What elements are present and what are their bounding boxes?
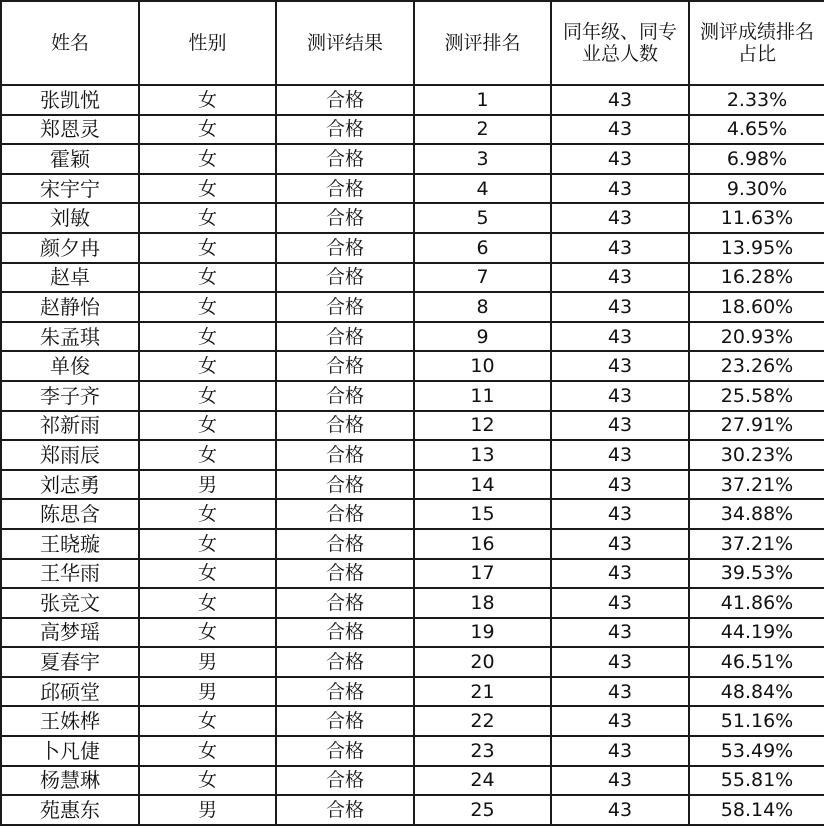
cell-rank: 13: [414, 440, 551, 470]
cell-result: 合格: [276, 766, 414, 796]
cell-name: 颜夕冉: [1, 233, 139, 263]
table-row: [1, 766, 824, 796]
cell-ratio: 51.16%: [689, 706, 824, 736]
cell-ratio: 30.23%: [689, 440, 824, 470]
cell-gender: 男: [139, 470, 276, 500]
cell-total: 43: [551, 174, 689, 204]
table-row: [1, 499, 824, 529]
cell-result: 合格: [276, 174, 414, 204]
cell-name: 杨慧琳: [1, 766, 139, 796]
cell-rank: 6: [414, 233, 551, 263]
cell-name: 宋宇宁: [1, 174, 139, 204]
cell-result: 合格: [276, 647, 414, 677]
cell-result: 合格: [276, 559, 414, 589]
cell-total: 43: [551, 292, 689, 322]
cell-name: 邱硕堂: [1, 677, 139, 707]
cell-result: 合格: [276, 736, 414, 766]
cell-name: 霍颖: [1, 144, 139, 174]
cell-total: 43: [551, 144, 689, 174]
table-row: [1, 351, 824, 381]
cell-rank: 18: [414, 588, 551, 618]
cell-ratio: 46.51%: [689, 647, 824, 677]
cell-result: 合格: [276, 115, 414, 145]
cell-rank: 15: [414, 499, 551, 529]
cell-rank: 14: [414, 470, 551, 500]
table-row: [1, 736, 824, 766]
table-body: [1, 85, 824, 825]
cell-result: 合格: [276, 618, 414, 648]
table-row: [1, 381, 824, 411]
cell-gender: 女: [139, 263, 276, 293]
cell-total: 43: [551, 440, 689, 470]
cell-ratio: 16.28%: [689, 263, 824, 293]
cell-total: 43: [551, 381, 689, 411]
cell-total: 43: [551, 233, 689, 263]
cell-ratio: 20.93%: [689, 322, 824, 352]
cell-result: 合格: [276, 85, 414, 115]
cell-rank: 19: [414, 618, 551, 648]
cell-rank: 10: [414, 351, 551, 381]
cell-gender: 女: [139, 115, 276, 145]
cell-name: 陈思含: [1, 499, 139, 529]
table-row: [1, 795, 824, 825]
cell-name: 夏春宇: [1, 647, 139, 677]
cell-total: 43: [551, 677, 689, 707]
cell-name: 李子齐: [1, 381, 139, 411]
cell-ratio: 13.95%: [689, 233, 824, 263]
cell-total: 43: [551, 766, 689, 796]
table-row: [1, 85, 824, 115]
cell-result: 合格: [276, 795, 414, 825]
table-row: [1, 529, 824, 559]
cell-gender: 女: [139, 440, 276, 470]
cell-gender: 女: [139, 322, 276, 352]
cell-name: 卜凡倢: [1, 736, 139, 766]
cell-result: 合格: [276, 351, 414, 381]
cell-ratio: 48.84%: [689, 677, 824, 707]
table-row: [1, 470, 824, 500]
header-result: 测评结果: [276, 1, 414, 85]
cell-name: 张凯悦: [1, 85, 139, 115]
cell-rank: 2: [414, 115, 551, 145]
cell-rank: 20: [414, 647, 551, 677]
cell-total: 43: [551, 706, 689, 736]
header-rank: 测评排名: [414, 1, 551, 85]
table-row: [1, 233, 824, 263]
cell-ratio: 6.98%: [689, 144, 824, 174]
cell-total: 43: [551, 470, 689, 500]
cell-total: 43: [551, 618, 689, 648]
cell-name: 苑惠东: [1, 795, 139, 825]
cell-name: 王华雨: [1, 559, 139, 589]
table-row: [1, 203, 824, 233]
cell-total: 43: [551, 795, 689, 825]
cell-ratio: 11.63%: [689, 203, 824, 233]
header-total-count: 同年级、同专业总人数: [551, 1, 689, 85]
cell-ratio: 39.53%: [689, 559, 824, 589]
cell-total: 43: [551, 115, 689, 145]
cell-result: 合格: [276, 499, 414, 529]
table-row: [1, 322, 824, 352]
cell-total: 43: [551, 499, 689, 529]
cell-name: 张竞文: [1, 588, 139, 618]
cell-rank: 4: [414, 174, 551, 204]
cell-rank: 3: [414, 144, 551, 174]
cell-rank: 17: [414, 559, 551, 589]
cell-total: 43: [551, 736, 689, 766]
table-row: [1, 440, 824, 470]
cell-name: 祁新雨: [1, 411, 139, 441]
cell-name: 郑雨辰: [1, 440, 139, 470]
cell-ratio: 27.91%: [689, 411, 824, 441]
cell-gender: 女: [139, 559, 276, 589]
cell-rank: 9: [414, 322, 551, 352]
cell-ratio: 55.81%: [689, 766, 824, 796]
header-row: [1, 1, 824, 85]
table-row: [1, 115, 824, 145]
cell-result: 合格: [276, 292, 414, 322]
cell-gender: 女: [139, 618, 276, 648]
cell-result: 合格: [276, 263, 414, 293]
cell-name: 赵卓: [1, 263, 139, 293]
table-row: [1, 292, 824, 322]
cell-gender: 女: [139, 174, 276, 204]
cell-gender: 女: [139, 381, 276, 411]
cell-result: 合格: [276, 203, 414, 233]
cell-rank: 21: [414, 677, 551, 707]
table-row: [1, 647, 824, 677]
cell-ratio: 58.14%: [689, 795, 824, 825]
cell-gender: 女: [139, 411, 276, 441]
cell-result: 合格: [276, 381, 414, 411]
cell-gender: 女: [139, 766, 276, 796]
cell-rank: 23: [414, 736, 551, 766]
cell-gender: 女: [139, 292, 276, 322]
cell-ratio: 23.26%: [689, 351, 824, 381]
cell-gender: 男: [139, 647, 276, 677]
cell-name: 赵静怡: [1, 292, 139, 322]
table-row: [1, 411, 824, 441]
cell-ratio: 25.58%: [689, 381, 824, 411]
table-row: [1, 677, 824, 707]
table-row: [1, 706, 824, 736]
cell-result: 合格: [276, 588, 414, 618]
cell-ratio: 37.21%: [689, 470, 824, 500]
cell-gender: 女: [139, 499, 276, 529]
cell-gender: 女: [139, 203, 276, 233]
table-row: [1, 588, 824, 618]
cell-total: 43: [551, 203, 689, 233]
cell-gender: 男: [139, 677, 276, 707]
cell-name: 王晓璇: [1, 529, 139, 559]
cell-total: 43: [551, 351, 689, 381]
table-header: [1, 1, 824, 85]
header-gender: 性别: [139, 1, 276, 85]
cell-name: 郑恩灵: [1, 115, 139, 145]
cell-name: 刘志勇: [1, 470, 139, 500]
cell-gender: 女: [139, 351, 276, 381]
cell-total: 43: [551, 263, 689, 293]
cell-name: 单俊: [1, 351, 139, 381]
cell-gender: 女: [139, 233, 276, 263]
cell-result: 合格: [276, 677, 414, 707]
table-row: [1, 559, 824, 589]
cell-result: 合格: [276, 233, 414, 263]
cell-rank: 16: [414, 529, 551, 559]
cell-result: 合格: [276, 144, 414, 174]
cell-gender: 女: [139, 736, 276, 766]
cell-result: 合格: [276, 411, 414, 441]
cell-gender: 女: [139, 706, 276, 736]
cell-ratio: 2.33%: [689, 85, 824, 115]
cell-total: 43: [551, 529, 689, 559]
cell-gender: 女: [139, 85, 276, 115]
cell-ratio: 9.30%: [689, 174, 824, 204]
cell-rank: 7: [414, 263, 551, 293]
cell-result: 合格: [276, 529, 414, 559]
header-name: 姓名: [1, 1, 139, 85]
cell-rank: 8: [414, 292, 551, 322]
cell-gender: 女: [139, 588, 276, 618]
cell-name: 高梦瑶: [1, 618, 139, 648]
cell-ratio: 44.19%: [689, 618, 824, 648]
cell-gender: 女: [139, 144, 276, 174]
cell-ratio: 4.65%: [689, 115, 824, 145]
cell-gender: 男: [139, 795, 276, 825]
cell-rank: 1: [414, 85, 551, 115]
cell-total: 43: [551, 559, 689, 589]
table-row: [1, 144, 824, 174]
cell-ratio: 53.49%: [689, 736, 824, 766]
cell-rank: 25: [414, 795, 551, 825]
cell-name: 刘敏: [1, 203, 139, 233]
cell-rank: 11: [414, 381, 551, 411]
table-row: [1, 618, 824, 648]
cell-ratio: 41.86%: [689, 588, 824, 618]
cell-name: 王姝桦: [1, 706, 139, 736]
cell-result: 合格: [276, 470, 414, 500]
cell-result: 合格: [276, 440, 414, 470]
table-row: [1, 174, 824, 204]
cell-ratio: 18.60%: [689, 292, 824, 322]
cell-rank: 12: [414, 411, 551, 441]
cell-rank: 22: [414, 706, 551, 736]
cell-rank: 5: [414, 203, 551, 233]
cell-total: 43: [551, 322, 689, 352]
cell-total: 43: [551, 588, 689, 618]
cell-total: 43: [551, 411, 689, 441]
cell-total: 43: [551, 85, 689, 115]
cell-ratio: 37.21%: [689, 529, 824, 559]
cell-total: 43: [551, 647, 689, 677]
cell-name: 朱孟琪: [1, 322, 139, 352]
cell-result: 合格: [276, 322, 414, 352]
table-row: [1, 263, 824, 293]
cell-rank: 24: [414, 766, 551, 796]
header-rank-ratio: 测评成绩排名占比: [689, 1, 824, 85]
cell-gender: 女: [139, 529, 276, 559]
cell-ratio: 34.88%: [689, 499, 824, 529]
cell-result: 合格: [276, 706, 414, 736]
